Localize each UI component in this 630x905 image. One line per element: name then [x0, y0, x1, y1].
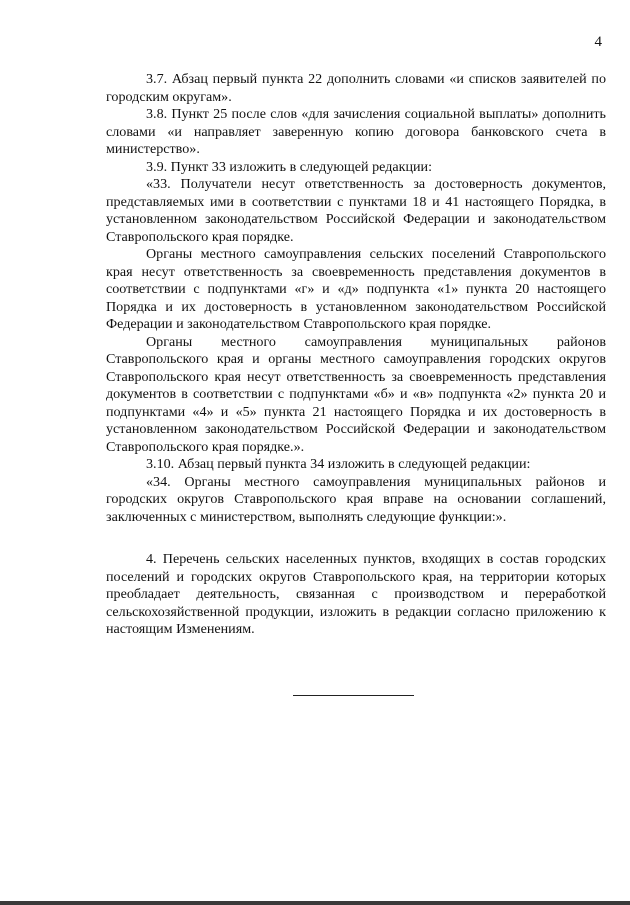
document-body [106, 71, 606, 639]
paragraph-3-10: 3.10. Абзац первый пункта 34 изложить в следующей редакции: [146, 456, 531, 472]
page-bottom-edge [0, 901, 630, 905]
paragraph-3-9: 3.9. Пункт 33 изложить в следующей редакции: [146, 158, 433, 175]
paragraph-rural-settlements: Органы местного самоуправления сельских поселений Ставропольского края несут ответственность за своевременность представления документов в соответствии с подпунктами «г» и «д» подпункта «1» пункта 20 настоящего Порядка и их достоверность в установленном законодательством Российской Федерации и законодательством Ставропольского края порядке. [106, 246, 606, 332]
paragraph-4: 4. Перечень сельских населенных пунктов, входящих в состав городских поселений и городских округов Ставропольского края, на территории которых преобладает деятельность, связанная с производством и переработкой сельскохозяйственной продукции, изложить в редакции согласно приложению к настоящим Изменениям. [106, 551, 606, 637]
paragraph-item-33: «33. Получатели несут ответственность за достоверность документов, представляемых ими в соответствии с пунктами 18 и 41 настоящего Порядка, в установленном законодательством Российской Федерации и законодательством Ставропольского края порядке. [106, 176, 606, 245]
paragraph-3-7: 3.7. Абзац первый пункта 22 дополнить словами «и списков заявителей по городским округам». [106, 71, 606, 105]
paragraph-item-34: «34. Органы местного самоуправления муниципальных районов и городских округов Ставропольского края вправе на основании соглашений, заключенных с министерством, выполнять следующие функции:». [106, 473, 606, 525]
paragraph-3-8: 3.8. Пункт 25 после слов «для зачисления социальной выплаты» дополнить словами «и направляет заверенную копию договора банковского счета в министерство». [106, 106, 606, 157]
page-number: 4 [594, 34, 602, 50]
end-divider [293, 695, 414, 696]
paragraph-municipal-districts: Органы местного самоуправления муниципальных районов Ставропольского края и органы местного самоуправления городских округов Ставропольского края несут ответственность за своевременность представления документов в соответствии с подпунктами «б» и «в» подпункта «2» пункта 20 и подпунктами «4» и «5» пункта 21 настоящего Порядка и их достоверность в установленном законодательством Российской Федерации и законодательством Ставропольского края порядке.». [106, 333, 606, 455]
